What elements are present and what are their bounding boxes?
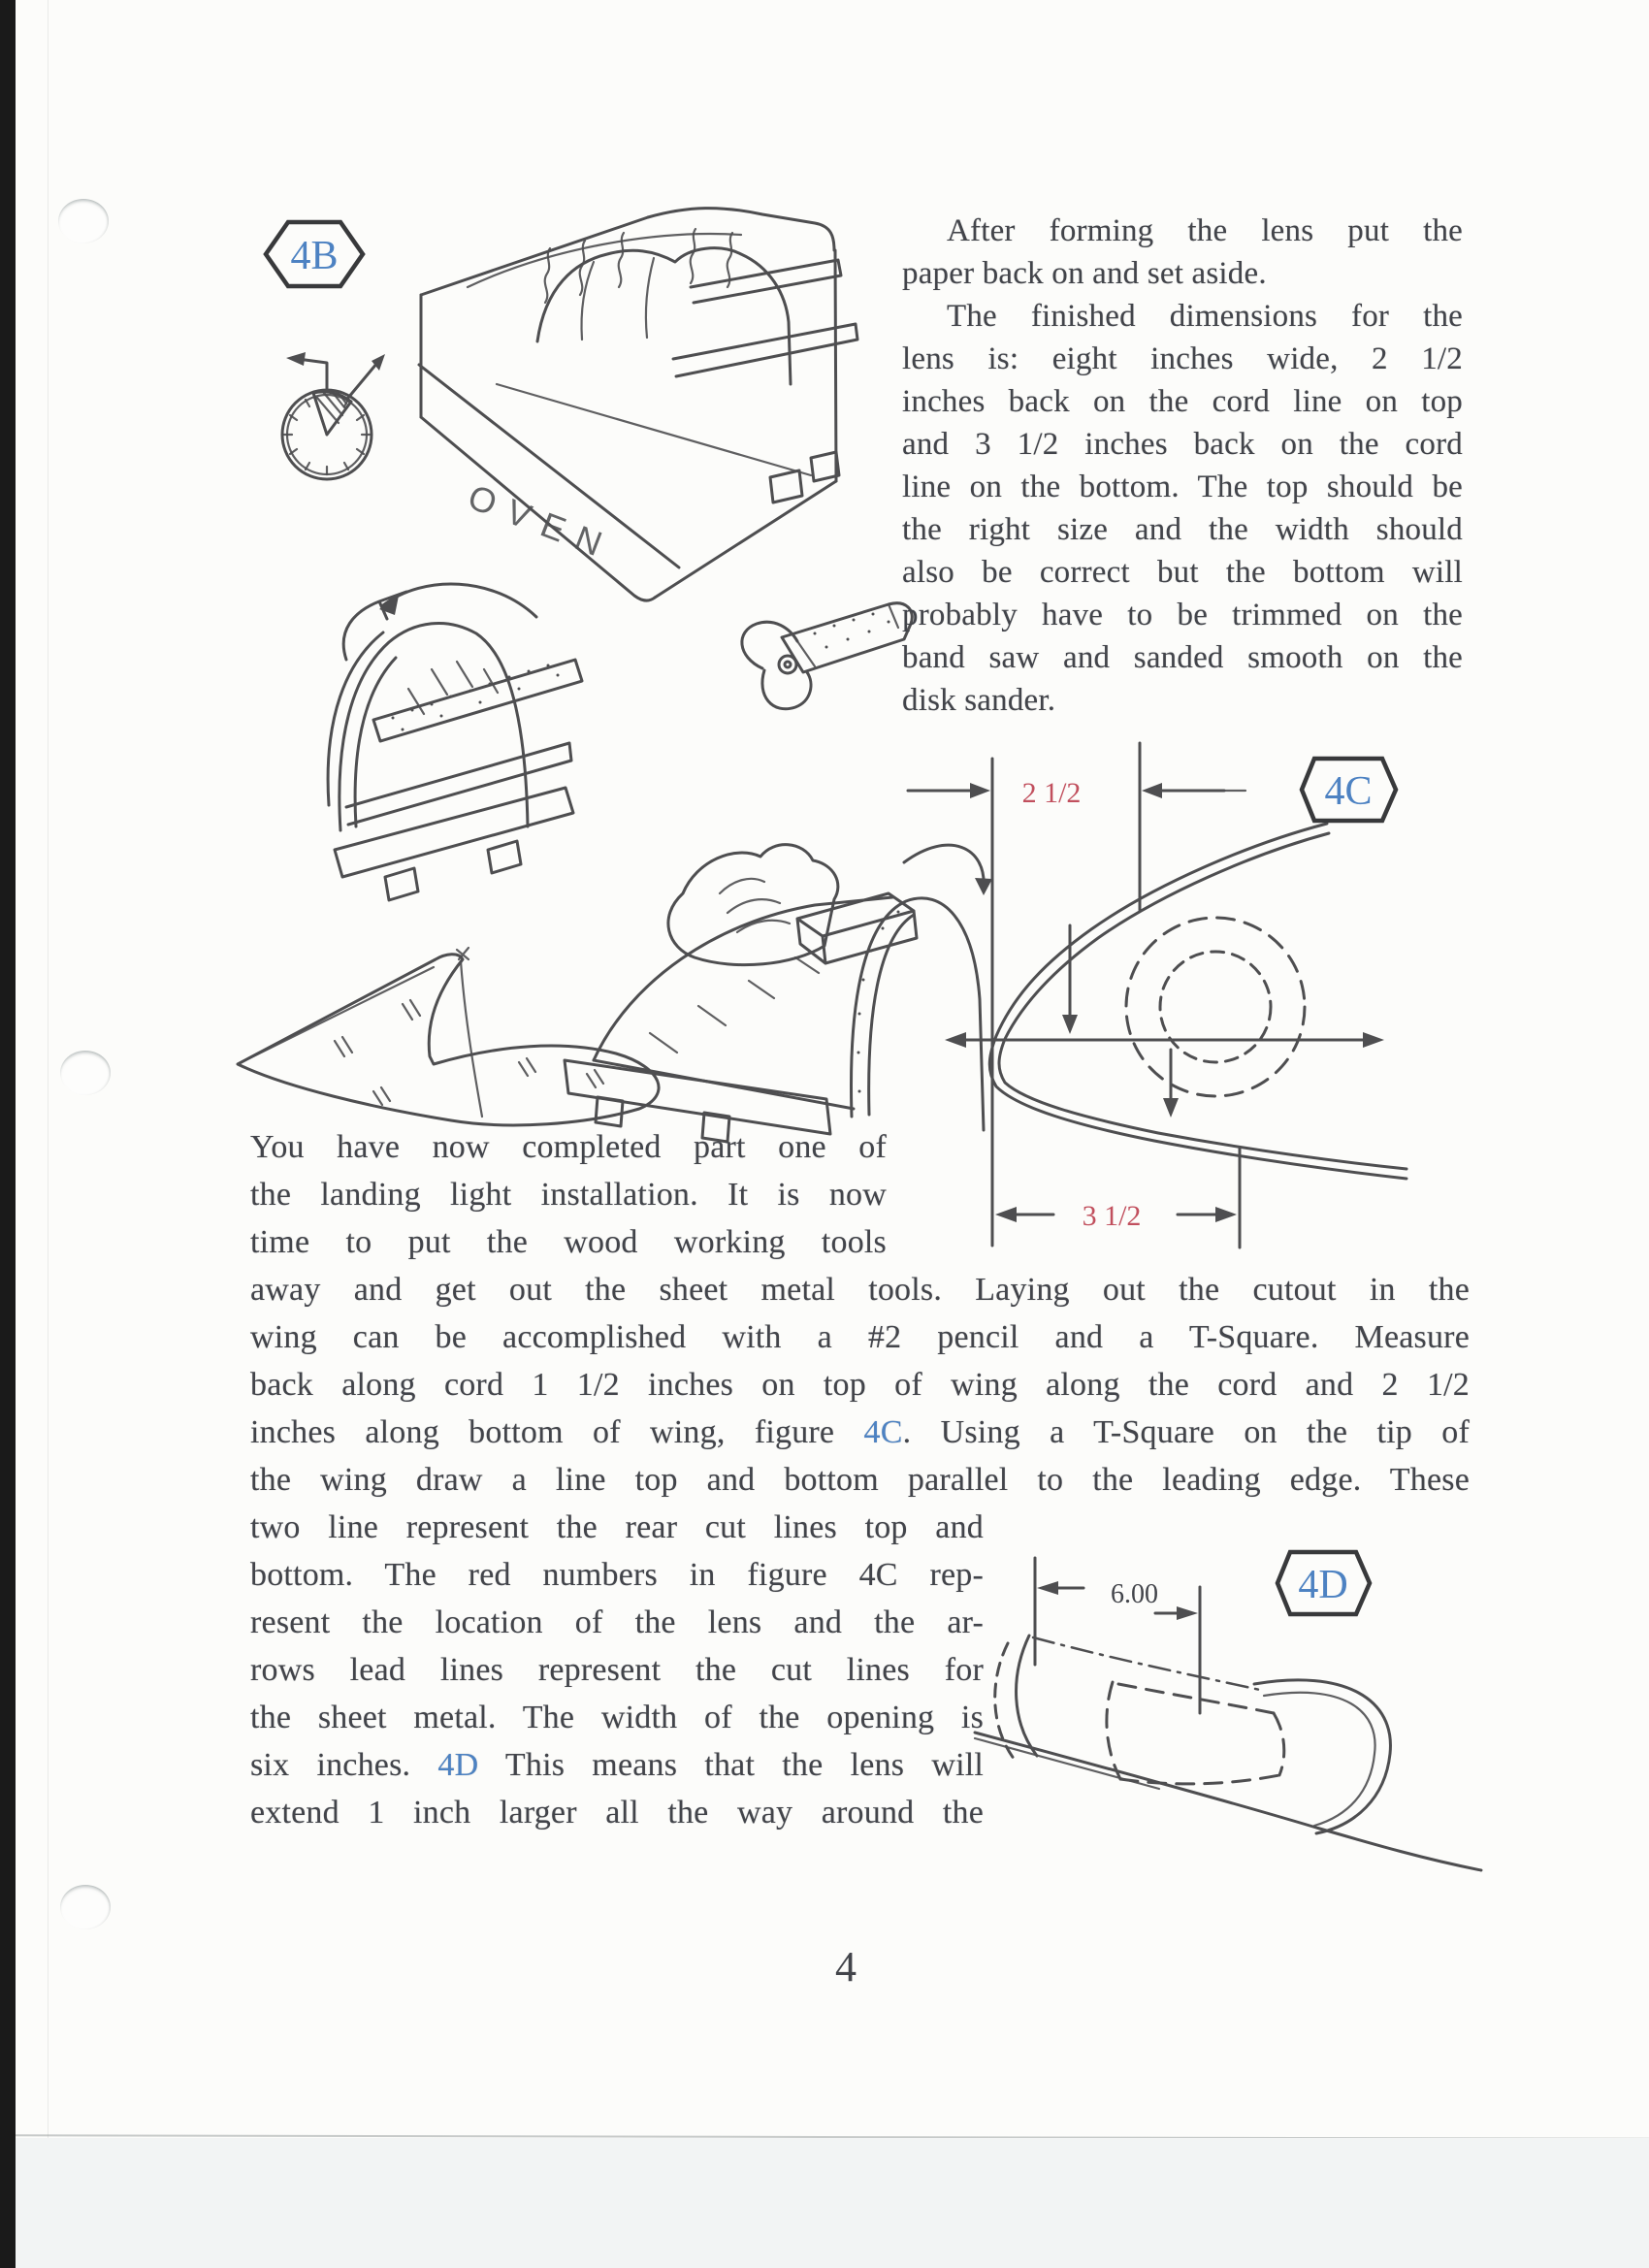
heat-squiggles [545, 229, 732, 303]
figure-4d-label: 4D [1298, 1563, 1348, 1607]
figure-4c-diagram [900, 729, 1472, 1273]
form-inside-oven [537, 248, 857, 502]
scan-edge-strip [0, 0, 16, 2268]
figure-4b-badge [260, 213, 369, 295]
fig4d-dimension: 6.00 [1111, 1579, 1158, 1609]
punch-hole-bottom [60, 1885, 111, 1929]
punch-hole-middle [60, 1051, 111, 1095]
page-number: 4 [835, 1943, 857, 1991]
scanner-background [16, 2138, 1649, 2268]
oven-sketch [400, 194, 889, 621]
clamp-bar-stipple [392, 664, 560, 731]
body-paragraph-full-width: away and get out the sheet metal tools. Laying out the cutout in the wing can be accomplished with a #2 pencil and a T-Square. Measure back along cord 1 1/2 inches on top of wing along the cord and 2 1/2 inches along bottom of wing, figure 4C. Using a T-Square on the tip of the wing draw a line top and bottom parallel to the leading edge. These [250, 1272, 1470, 1498]
lens-location-inner-circle [1160, 952, 1271, 1062]
fig4c-bottom-dimension: 3 1/2 [1082, 1200, 1142, 1232]
oven-label: OVEN [463, 476, 621, 569]
right-column-paragraph-2: The finished dimensions for the lens is: eight inches wide, 2 1/2 inches back on the cord line on top and 3 1/2 inches back on the cord line on the bottom. The top should be the right size and the width should also be correct but the bottom will probably have to be trimmed on the band saw and sanded smooth on the disk sander. [902, 299, 1463, 718]
punch-hole-top [58, 199, 109, 243]
fig4d-lines [975, 1558, 1481, 1870]
oven-box [419, 209, 836, 600]
timer-dial [282, 352, 385, 479]
seamer-body [742, 603, 912, 709]
figure-4d-diagram [965, 1513, 1576, 1921]
body-paragraph-narrow-bottom: two line represent the rear cut lines top and bottom. The red numbers in figure 4C rep- resent the location of the lens and the ar- rows lead lines represent the cut lines for the sheet metal. The width of the opening is six inches. 4D This means that the lens will extend 1 inch larger all the way around the [250, 1509, 985, 1831]
lens-blank-sketch [218, 917, 713, 1135]
timer-dial-sketch [247, 330, 412, 504]
figure-4b-label: 4B [290, 234, 339, 278]
body-paragraph-narrow-top: You have now completed part one of the landing light installation. It is now time to put the wood working tools [250, 1129, 887, 1260]
lens-blank-outline [238, 948, 659, 1125]
lens-location-outer-circle [1126, 918, 1305, 1096]
hand-seamer-sketch [718, 577, 922, 752]
fig4c-top-dimension: 2 1/2 [1021, 777, 1082, 809]
seamer-stipple [814, 613, 890, 649]
figure-4c-label: 4C [1324, 769, 1373, 814]
right-column-paragraph-1: After forming the lens put the paper back on and set aside. [902, 213, 1463, 291]
